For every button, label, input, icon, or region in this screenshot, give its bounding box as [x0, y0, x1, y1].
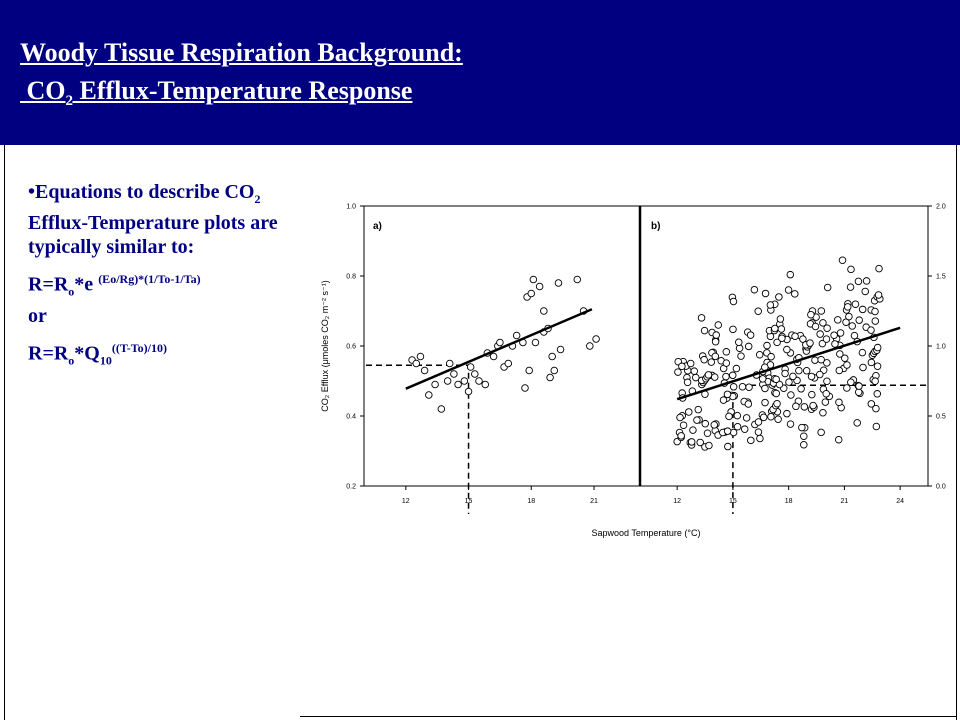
panel-b-data-point: [807, 340, 814, 347]
bullet-intro-a: •Equations to describe CO: [28, 181, 255, 203]
panel-b-data-point: [846, 313, 853, 320]
panel-b-data-point: [720, 397, 727, 404]
panel-b-data-point: [837, 351, 844, 358]
panel-b-data-point: [746, 384, 753, 391]
panel-a-data-point: [417, 353, 424, 360]
panel-b-data-point: [745, 343, 752, 350]
panel-b-data-point: [773, 376, 780, 383]
panel-b-data-point: [859, 306, 866, 313]
panel-b-data-point: [773, 390, 780, 397]
panel-b-data-point: [872, 308, 879, 315]
panel-a-data-point: [465, 388, 472, 395]
panel-a-data-point: [532, 339, 539, 346]
panel-b-data-point: [844, 362, 851, 369]
right-border: [956, 145, 957, 720]
panel-b-data-point: [695, 406, 702, 413]
panel-b-data-point: [837, 330, 844, 337]
title-subscript: 2: [65, 93, 73, 110]
panel-b-data-point: [691, 368, 698, 375]
panel-b-data-point: [712, 338, 719, 345]
panel-b-data-point: [874, 391, 881, 398]
panel-b-data-point: [876, 265, 883, 272]
panel-b-data-point: [675, 369, 682, 376]
bullet-intro: [28, 180, 296, 259]
panel-b-data-point: [730, 298, 737, 305]
panel-b-data-point: [788, 392, 795, 399]
panel-b-data-point: [711, 422, 718, 429]
panel-a-data-point: [557, 346, 564, 353]
panel-b-data-point: [818, 356, 825, 363]
bullet-text: [28, 180, 296, 380]
bullet-intro-sub: 2: [254, 192, 261, 206]
panel-b-data-point: [702, 420, 709, 427]
panel-b-data-point: [808, 373, 815, 380]
panel-a-data-point: [421, 367, 428, 374]
panel-b-y-tick-label: 0.5: [936, 413, 946, 421]
panel-b-data-point: [724, 391, 731, 398]
panel-a-data-point: [530, 276, 537, 283]
panel-b-data-point: [762, 290, 769, 297]
panel-b-data-point: [701, 327, 708, 334]
panel-b-data-point: [680, 422, 687, 429]
panel-b-label: b): [651, 221, 661, 232]
panel-b-data-point: [784, 410, 791, 417]
panel-a-data-point: [547, 374, 554, 381]
panel-b-data-point: [726, 413, 733, 420]
panel-b-data-point: [723, 348, 730, 355]
panel-b-data-point: [874, 344, 881, 351]
panel-b-data-point: [803, 367, 810, 374]
panel-b-data-point: [832, 341, 839, 348]
panel-b-data-point: [757, 435, 764, 442]
panel-b-data-point: [755, 429, 762, 436]
panel-b-data-point: [799, 424, 806, 431]
panel-b-y-tick-label: 1.0: [936, 343, 946, 351]
bullet-intro-b: Efflux-Temperature plots are typically similar to:: [28, 212, 278, 258]
panel-b-data-point: [856, 383, 863, 390]
panel-b-y-tick-label: 2.0: [936, 203, 946, 211]
panel-b-data-point: [856, 317, 863, 324]
panel-a-data-point: [541, 308, 548, 315]
panel-b-data-point: [735, 339, 742, 346]
panel-b-data-point: [868, 327, 875, 334]
panel-b-data-point: [823, 390, 830, 397]
panel-b-data-point: [759, 376, 766, 383]
panel-a-data-point: [505, 360, 512, 367]
eq2-sup: ((T-To)/10): [111, 340, 167, 355]
panel-a-data-point: [574, 276, 581, 283]
panel-b-data-point: [687, 360, 694, 367]
panel-a-data-point: [593, 336, 600, 343]
panel-a-x-tick-label: 18: [527, 498, 536, 505]
panel-b-data-point: [785, 287, 792, 294]
panel-b-data-point: [868, 359, 875, 366]
panel-b-data-point: [863, 278, 870, 285]
left-border: [4, 145, 5, 720]
eq1-b: *e: [74, 273, 99, 296]
panel-b-x-tick-label: 12: [673, 498, 682, 505]
title-bar: [0, 0, 960, 145]
panel-b-data-point: [767, 302, 774, 309]
title-rest-text: Efflux-Temperature Response: [73, 76, 413, 105]
panel-a-data-point: [549, 353, 556, 360]
panel-b-data-point: [711, 374, 718, 381]
panel-b-data-point: [730, 429, 737, 436]
panel-a-data-point: [413, 360, 420, 367]
panel-b-x-tick-label: 21: [840, 498, 849, 505]
title-co-text: CO: [20, 76, 66, 105]
panel-b-data-point: [873, 405, 880, 412]
panel-b-data-point: [715, 322, 722, 329]
panel-b-data-point: [733, 365, 740, 372]
title-line-1: Woody Tissue Respiration Background:: [20, 38, 463, 67]
eq1-a: R=R: [28, 273, 69, 296]
eq2-sub2: 10: [99, 353, 112, 368]
panel-b-data-point: [697, 439, 704, 446]
panel-b-data-point: [786, 379, 793, 386]
panel-b-data-point: [852, 301, 859, 308]
panel-b-data-point: [800, 433, 807, 440]
equation-1: [28, 267, 296, 304]
panel-b-data-point: [751, 286, 758, 293]
panel-b-data-point: [760, 414, 767, 421]
panel-b-data-point: [849, 323, 856, 330]
panel-b-data-point: [873, 423, 880, 430]
panel-b-data-point: [855, 278, 862, 285]
panel-b-data-point: [787, 271, 794, 278]
panel-b-data-point: [801, 404, 808, 411]
panel-a-x-tick-label: 15: [464, 498, 473, 505]
panel-b-data-point: [741, 426, 748, 433]
panel-b-data-point: [764, 342, 771, 349]
panel-a-data-point: [490, 353, 497, 360]
panel-b-data-point: [774, 400, 781, 407]
panel-b-data-point: [768, 353, 775, 360]
panel-b-data-point: [812, 323, 819, 330]
panel-a-data-point: [451, 371, 458, 378]
panel-b-data-point: [817, 331, 824, 338]
slide-title: [20, 34, 463, 120]
panel-a-x-tick-label: 21: [590, 498, 598, 505]
panel-b-data-point: [730, 326, 737, 333]
panel-b-data-point: [793, 403, 800, 410]
panel-b-data-point: [872, 378, 879, 385]
panel-a-data-point: [482, 381, 489, 388]
panel-b-data-point: [796, 367, 803, 374]
panel-b-data-point: [778, 326, 785, 333]
panel-b-data-point: [755, 308, 762, 315]
panel-a-data-point: [472, 371, 479, 378]
panel-a-data-point: [555, 280, 562, 287]
panel-b-data-point: [724, 428, 731, 435]
panel-a-reference-line: [366, 365, 469, 514]
panel-a-data-point: [444, 378, 451, 385]
panel-b-data-point: [816, 371, 823, 378]
panel-b-data-point: [810, 402, 817, 409]
panel-b-data-point: [848, 379, 855, 386]
or-text: or: [28, 304, 47, 327]
eq2-b: *Q: [74, 342, 100, 365]
panel-b-data-point: [684, 379, 691, 386]
panel-a-data-point: [522, 385, 529, 392]
panel-b-y-tick-label: 0.0: [936, 483, 946, 491]
panel-a-frame: [364, 206, 640, 486]
panel-b-data-point: [844, 385, 851, 392]
panel-a-data-point: [461, 378, 468, 385]
eq2-a: R=R: [28, 342, 69, 365]
panel-a-y-tick-label: 0.6: [346, 343, 356, 351]
panel-b-data-point: [734, 423, 741, 430]
panel-a-data-point: [446, 360, 453, 367]
panel-b-data-point: [685, 409, 692, 416]
panel-b-x-tick-label: 15: [729, 498, 737, 505]
panel-b-data-point: [679, 363, 686, 370]
panel-b-data-point: [701, 356, 708, 363]
panel-a-data-point: [426, 392, 433, 399]
panel-b-data-point: [677, 414, 684, 421]
panel-b-data-point: [855, 389, 862, 396]
panel-b-data-point: [812, 357, 819, 364]
panel-b-data-point: [872, 318, 879, 325]
panel-b-data-point: [690, 427, 697, 434]
title-line-2: [20, 72, 463, 120]
panel-b-data-point: [729, 372, 736, 379]
panel-b-data-point: [723, 360, 730, 367]
panel-b-data-point: [787, 421, 794, 428]
panel-b-x-tick-label: 18: [784, 498, 793, 505]
panel-b-data-point: [739, 383, 746, 390]
panel-a-data-point: [528, 290, 535, 297]
panel-b-data-point: [818, 429, 825, 436]
panel-b-data-point: [738, 353, 745, 360]
bottom-rule: [300, 716, 956, 717]
efflux-temperature-chart: [300, 150, 956, 716]
panel-b-data-point: [808, 311, 815, 318]
panel-b-data-point: [762, 385, 769, 392]
panel-b-data-point: [818, 308, 825, 315]
panel-a-y-tick-label: 0.8: [346, 273, 356, 281]
panel-a-data-point: [497, 339, 504, 346]
panel-b-data-point: [847, 284, 854, 291]
panel-b-data-point: [772, 325, 779, 332]
panel-b-data-point: [762, 399, 769, 406]
panel-b-data-point: [839, 257, 846, 264]
panel-b-data-point: [874, 363, 881, 370]
panel-a-data-point: [455, 381, 462, 388]
panel-b-data-point: [776, 294, 783, 301]
panel-b-data-point: [800, 441, 807, 448]
panel-b-data-point: [844, 304, 851, 311]
panel-b-data-point: [859, 349, 866, 356]
eq2-sub: o: [68, 353, 75, 368]
panel-b-data-point: [824, 284, 831, 291]
panel-a-y-tick-label: 1.0: [346, 203, 356, 211]
panel-b-data-point: [824, 378, 831, 385]
panel-a-data-point: [526, 367, 533, 374]
panel-a-label: a): [373, 221, 382, 232]
panel-a-y-tick-label: 0.4: [346, 413, 356, 421]
panel-b-data-point: [824, 325, 831, 332]
panel-b-data-point: [723, 373, 730, 380]
panel-a-data-point: [438, 406, 445, 413]
panel-b-data-point: [747, 437, 754, 444]
x-axis-label: Sapwood Temperature (°C): [591, 528, 701, 538]
eq1-sub: o: [68, 284, 75, 299]
panel-b-data-point: [734, 412, 741, 419]
panel-b-data-point: [706, 442, 713, 449]
panel-b-data-point: [784, 346, 791, 353]
panel-b-data-point: [688, 439, 695, 446]
panel-b-data-point: [782, 370, 789, 377]
panel-b-data-point: [836, 367, 843, 374]
panel-b-data-point: [698, 315, 705, 322]
panel-b-data-point: [745, 401, 752, 408]
panel-b-data-point: [694, 417, 701, 424]
panel-b-data-point: [835, 436, 842, 443]
eq1-sup: (Eo/Rg)*(1/To-1/Ta): [98, 272, 201, 286]
panel-b-frame: [640, 206, 928, 486]
panel-b-data-point: [836, 399, 843, 406]
equation-2: [28, 336, 296, 373]
panel-a-y-tick-label: 0.2: [346, 483, 356, 491]
panel-b-data-point: [820, 409, 827, 416]
y-axis-label: CO₂ Efflux (μmoles CO₂ m⁻² s⁻¹): [320, 280, 330, 412]
panel-a-data-point: [587, 343, 594, 350]
panel-b-data-point: [823, 336, 830, 343]
panel-b-data-point: [791, 291, 798, 298]
panel-b-data-point: [692, 374, 699, 381]
panel-b-data-point: [725, 443, 732, 450]
panel-b-data-point: [747, 332, 754, 339]
panel-a-data-point: [467, 364, 474, 371]
panel-a-x-tick-label: 12: [401, 498, 410, 505]
panel-b-y-tick-label: 1.5: [936, 273, 946, 281]
panel-a-data-point: [476, 378, 483, 385]
panel-b-data-point: [768, 413, 775, 420]
panel-b-data-point: [777, 316, 784, 323]
panel-b-data-point: [792, 333, 799, 340]
panel-b-data-point: [834, 317, 841, 324]
panel-a-data-point: [536, 283, 543, 290]
panel-b-data-point: [862, 288, 869, 295]
panel-b-data-point: [678, 433, 685, 440]
panel-b-data-point: [756, 351, 763, 358]
panel-b-data-point: [854, 420, 861, 427]
panel-b-data-point: [875, 292, 882, 299]
panel-b-data-point: [704, 430, 711, 437]
panel-b-x-tick-label: 24: [896, 498, 905, 505]
panel-b-data-point: [798, 385, 805, 392]
panel-a-data-point: [513, 332, 520, 339]
panel-b-data-point: [705, 372, 712, 379]
panel-b-data-point: [848, 266, 855, 273]
panel-b-marks: [673, 204, 946, 515]
panel-b-data-point: [743, 415, 750, 422]
panel-a-data-point: [551, 367, 558, 374]
panel-b-data-point: [790, 373, 797, 380]
panel-b-data-point: [779, 335, 786, 342]
panel-a-marks: [346, 204, 599, 515]
panel-b-data-point: [713, 332, 720, 339]
panel-b-data-point: [775, 416, 782, 423]
panel-b-data-point: [708, 359, 715, 366]
panel-b-data-point: [730, 383, 737, 390]
panel-b-data-point: [712, 353, 719, 360]
panel-b-data-point: [822, 399, 829, 406]
panel-b-data-point: [860, 364, 867, 371]
panel-b-data-point: [831, 332, 838, 339]
panel-a-data-point: [432, 381, 439, 388]
panel-b-data-point: [809, 391, 816, 398]
